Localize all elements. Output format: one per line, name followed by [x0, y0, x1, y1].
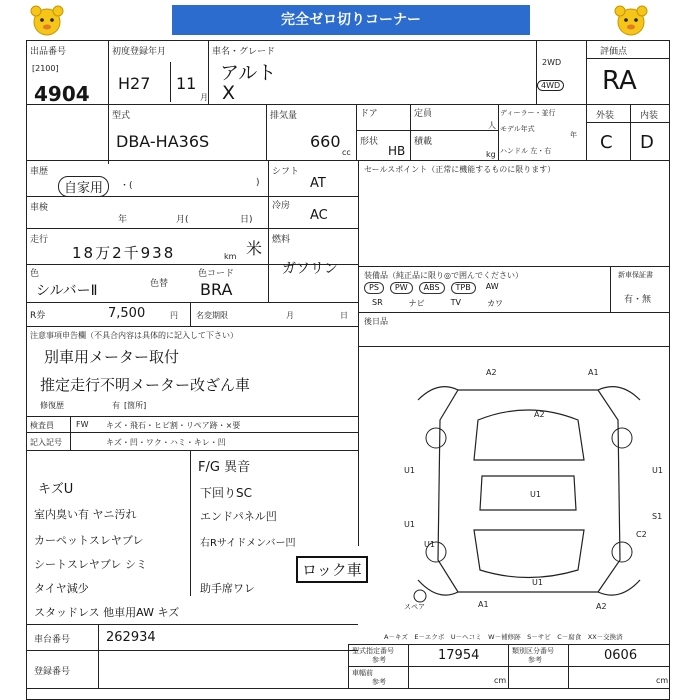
type-designation-ref: 参考 [372, 656, 386, 664]
reg-era: H27 [118, 74, 151, 93]
equip-aw: AW [485, 282, 499, 291]
remark-9: タイヤ減少 [34, 582, 89, 595]
history-label: 車歴 [30, 167, 49, 177]
first-reg-label: 初度登録年月 [112, 47, 167, 57]
category-no: 0606 [604, 648, 638, 663]
lock-stamp-text: ロック車 [302, 561, 362, 579]
rating-label: 評価点 [600, 47, 628, 57]
equip-ps: PS [364, 282, 384, 294]
mascot-right-icon [612, 2, 650, 40]
mileage-value: 18万2千938 [72, 244, 176, 262]
exterior-grade: C [600, 132, 613, 153]
damage-legend: A－キズ E－エクボ U－ヘコミ W－補修跡 S－サビ C－腐食 XX－交換済 [384, 633, 623, 641]
remark-4: 室内臭い有 ヤニ汚れ [34, 508, 137, 521]
drive-2wd: 2WD [542, 58, 562, 67]
fuel-label: 燃料 [272, 235, 291, 245]
name-change-month: 月 [286, 311, 294, 320]
interior-grade: D [640, 132, 654, 153]
model-label: 型式 [112, 111, 131, 121]
diagram-mark-a1-top-right: A1 [588, 368, 599, 377]
inspection-month: 月( [176, 215, 189, 225]
chassis-no: 262934 [106, 630, 156, 645]
name-change-label: 名変期限 [196, 311, 228, 320]
handle-label: ハンドル 左・右 [500, 147, 552, 155]
scratch-row-2: キズ・凹・ワク・ハミ・キレ・凹 [106, 438, 226, 447]
equipment-row-2 [372, 298, 592, 309]
equip-tv: TV [450, 298, 461, 307]
warranty-choice: 有・無 [624, 295, 652, 305]
color-change-label: 色替 [150, 279, 169, 289]
drive-4wd [537, 80, 564, 91]
new-warranty-label: 新車保証書 [618, 271, 653, 279]
remark-8: シートスレヤブレ シミ [34, 558, 147, 571]
diagram-mark-c2: C2 [636, 530, 647, 539]
diagram-mark-a1-bottom: A1 [478, 600, 489, 609]
cc-unit: cc [342, 148, 351, 157]
repair-location-text: 箇所 [127, 401, 144, 410]
repair-location: [箇所] [124, 401, 147, 410]
interior-label: 内装 [640, 111, 659, 121]
door-label: ドア [360, 109, 378, 119]
lot-code: [2100] [32, 64, 59, 73]
lot-code-value: 2100 [35, 64, 56, 73]
history-value [58, 176, 109, 197]
diagram-mark-u1-spare: U1 [424, 540, 435, 549]
remark-11: スタッドレス 他車用AW キズ [34, 606, 180, 619]
displacement: 660 [310, 132, 341, 151]
remark-3: 下回りSC [200, 486, 252, 500]
diagram-mark-u1-right-front: U1 [652, 466, 663, 475]
equip-sr: SR [372, 298, 383, 307]
diagram-mark-spare: スペア [404, 603, 425, 611]
car-diagram [398, 360, 663, 620]
kg-unit: kg [486, 150, 496, 159]
rating-value: RA [602, 66, 637, 96]
category-no-ref: 参考 [528, 656, 542, 664]
fuel-value: ガソリン [282, 261, 338, 277]
equip-kawa: カワ [487, 299, 503, 308]
recycle-label: R券 [30, 311, 46, 321]
color-value: シルバーⅡ [36, 283, 98, 299]
equip-pw: PW [390, 282, 413, 294]
remark-1: F/G 異音 [198, 460, 251, 475]
lot-no-label: 出品番号 [30, 47, 67, 57]
shift-label: シフト [272, 167, 300, 177]
ac-value: AC [310, 208, 328, 223]
type-designation: 17954 [438, 648, 480, 663]
exterior-label: 外装 [596, 111, 615, 121]
month-unit: 月 [200, 93, 208, 102]
inspection-day: 日) [240, 215, 253, 225]
type-designation-label: 型式指定番号 [352, 647, 394, 655]
fw-label: FW [76, 420, 89, 429]
note-1: 別車用メーター取付 [44, 348, 180, 366]
history-text: 自家用 [64, 181, 104, 196]
category-no-label: 類別区分番号 [512, 647, 554, 655]
mileage-flag: 米 [246, 239, 263, 258]
color-label: 色 [30, 269, 40, 279]
equip-abs: ABS [419, 282, 445, 294]
diagram-mark-u1-rear: U1 [532, 578, 543, 587]
inspection-label: 車検 [30, 203, 49, 213]
car-name: アルト [220, 62, 277, 84]
cm-unit-1: cm [494, 676, 507, 685]
history-paren-open: ・( [120, 181, 133, 191]
dealer-label: ディーラー・並行 [500, 109, 556, 117]
diagram-mark-u1-left-rear: U1 [404, 520, 415, 529]
diagram-mark-u1-roof: U1 [530, 490, 541, 499]
mascot-left-icon [28, 2, 66, 40]
front-size-label: 車幅前 [352, 669, 373, 677]
lot-number: 4904 [34, 82, 90, 106]
ac-label: 冷房 [272, 201, 291, 211]
notes-header: 注意事項申告欄（不具合内容は具体的に記入して下さい） [30, 331, 238, 340]
shape-label: 形状 [360, 137, 379, 147]
repair-have: 有 [112, 401, 120, 410]
front-size-ref: 参考 [372, 678, 386, 686]
name-change-day: 日 [340, 311, 348, 320]
history-paren-close: ) [256, 178, 260, 188]
remark-10: 助手席ワレ [200, 582, 255, 595]
color-code-label: 色コード [198, 269, 235, 279]
cm-unit-2: cm [656, 676, 669, 685]
recycle-fee: 7,500 [108, 306, 146, 321]
color-code: BRA [200, 280, 233, 299]
model-code: DBA-HA36S [116, 132, 210, 151]
inspector-label: 検査員 [30, 421, 54, 430]
scratch-row-1: キズ・飛石・ヒビ割・リペア跡・×要 [106, 421, 241, 430]
load-label: 積載 [414, 137, 433, 147]
mileage-label: 走行 [30, 235, 49, 245]
grade: X [222, 82, 236, 104]
equipment-label: 装備品（純正品に限り◎で囲んでください） [364, 271, 523, 280]
equipment-row-1 [364, 282, 610, 294]
person-unit: 人 [488, 121, 496, 130]
note-2: 推定走行不明メーター改ざん車 [40, 376, 251, 394]
equip-tpb: TPB [451, 282, 476, 294]
sales-point-label: セールスポイント（正常に機能するものに限ります） [364, 165, 556, 174]
remark-6: カーペットスレヤブレ [34, 534, 144, 547]
chassis-no-label: 車台番号 [34, 635, 71, 645]
reg-month: 11 [176, 74, 197, 93]
model-year-label: モデル年式 [500, 125, 535, 133]
diagram-mark-a2-top-left: A2 [486, 368, 497, 377]
displacement-label: 排気量 [270, 111, 298, 121]
capacity-label: 定員 [414, 109, 433, 119]
drive-4wd-text: 4WD [541, 81, 561, 90]
yen-unit: 円 [170, 311, 178, 320]
page-title: 完全ゼロ切りコーナー [172, 5, 530, 35]
km-unit: km [224, 252, 237, 261]
entry-symbols-label: 記入記号 [30, 438, 62, 447]
equip-navi: ナビ [408, 299, 425, 308]
reg-no-label: 登録番号 [34, 667, 71, 677]
diagram-mark-a2-hood: A2 [534, 410, 545, 419]
shape: HB [388, 144, 406, 158]
remark-5: エンドパネル凹 [200, 510, 277, 523]
diagram-mark-s1: S1 [652, 512, 663, 521]
year-suffix: 年 [570, 131, 577, 139]
diagram-mark-a2-bottom: A2 [596, 602, 607, 611]
remark-2: キズU [38, 482, 74, 497]
repair-history-label: 修復歴 [40, 401, 64, 410]
inspection-year: 年 [118, 215, 128, 225]
car-name-label: 車名・グレード [212, 47, 276, 57]
diagram-mark-u1-left-front: U1 [404, 466, 415, 475]
shift-value: AT [310, 176, 326, 191]
lock-stamp [296, 556, 368, 583]
rear-seat-label: 後日品 [364, 317, 388, 326]
remark-7: 右Rサイドメンバー凹 [200, 538, 296, 549]
